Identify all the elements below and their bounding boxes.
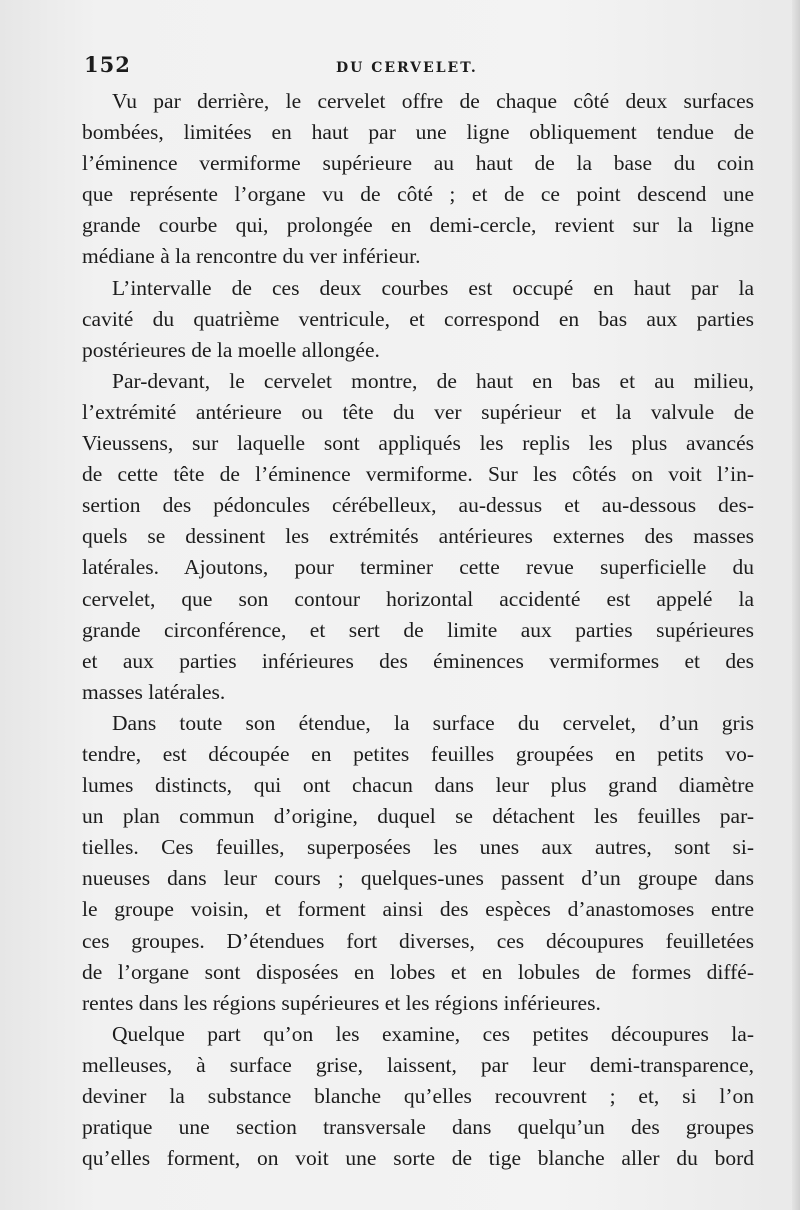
text-line: ces groupes. D’étendues fort diverses, ces découpures feuilletées: [82, 928, 754, 953]
text-line: tendre, est découpée en petites feuilles groupées en petits vo-: [82, 741, 754, 766]
paragraph: [82, 1019, 754, 1174]
text-line: et aux parties inférieures des éminences vermiformes et des: [82, 648, 754, 673]
text-line: Vieussens, sur laquelle sont appliqués les replis les plus avancés: [82, 431, 754, 456]
text-line: cervelet, que son contour horizontal accidenté est appelé la: [82, 586, 754, 611]
page-number: 152: [84, 52, 131, 77]
text-line: quels se dessinent les extrémités antérieures externes des masses: [82, 524, 754, 549]
paragraph: [82, 708, 754, 1019]
text-line: masses latérales.: [82, 679, 226, 704]
paragraph: [82, 366, 754, 708]
text-line: L’intervalle de ces deux courbes est occupé en haut par la: [112, 275, 754, 300]
text-line: de l’organe sont disposées en lobes et en lobules de formes diffé-: [82, 959, 754, 984]
text-line: Dans toute son étendue, la surface du cervelet, d’un gris: [112, 710, 754, 735]
text-line: l’extrémité antérieure ou tête du ver supérieur et la valvule de: [82, 399, 754, 424]
text-line: latérales. Ajoutons, pour terminer cette revue superficielle du: [82, 555, 754, 580]
text-line: pratique une section transversale dans quelqu’un des groupes: [82, 1115, 754, 1140]
text-line: de cette tête de l’éminence vermiforme. Sur les côtés on voit l’in-: [82, 462, 754, 487]
text-line: Par-devant, le cervelet montre, de haut en bas et au milieu,: [112, 368, 754, 393]
text-line: lumes distincts, qui ont chacun dans leur plus grand diamètre: [82, 773, 754, 798]
page-edge-shadow: [792, 0, 800, 1210]
text-line: médiane à la rencontre du ver inférieur.: [82, 244, 421, 269]
text-line: rentes dans les régions supérieures et les régions inférieures.: [82, 990, 601, 1015]
text-line: grande circonférence, et sert de limite aux parties supérieures: [82, 617, 754, 642]
running-head: DU CERVELET.: [336, 60, 478, 76]
text-line: melleuses, à surface grise, laissent, par leur demi-transparence,: [82, 1052, 754, 1077]
text-line: tielles. Ces feuilles, superposées les unes aux autres, sont si-: [82, 835, 754, 860]
body-text: [82, 86, 754, 1174]
text-line: grande courbe qui, prolongée en demi-cercle, revient sur la ligne: [82, 213, 754, 238]
text-line: Quelque part qu’on les examine, ces petites découpures la-: [112, 1021, 754, 1046]
text-line: le groupe voisin, et forment ainsi des espèces d’anastomoses entre: [82, 897, 754, 922]
text-line: un plan commun d’origine, duquel se détachent les feuilles par-: [82, 804, 754, 829]
text-line: cavité du quatrième ventricule, et correspond en bas aux parties: [82, 306, 754, 331]
text-line: bombées, limitées en haut par une ligne obliquement tendue de: [82, 120, 754, 145]
text-line: qu’elles forment, on voit une sorte de tige blanche aller du bord: [82, 1146, 754, 1171]
paragraph: [82, 86, 754, 273]
text-line: Vu par derrière, le cervelet offre de chaque côté deux surfaces: [112, 89, 754, 113]
paragraph: [82, 273, 754, 366]
text-line: sertion des pédoncules cérébelleux, au-dessus et au-dessous des-: [82, 493, 754, 518]
text-line: l’éminence vermiforme supérieure au haut de la base du coin: [82, 151, 754, 176]
page-header: [84, 52, 494, 82]
text-line: postérieures de la moelle allongée.: [82, 337, 380, 362]
text-line: que représente l’organe vu de côté ; et de ce point descend une: [82, 182, 754, 207]
text-line: nueuses dans leur cours ; quelques-unes passent d’un groupe dans: [82, 866, 754, 891]
text-line: deviner la substance blanche qu’elles recouvrent ; et, si l’on: [82, 1084, 754, 1108]
